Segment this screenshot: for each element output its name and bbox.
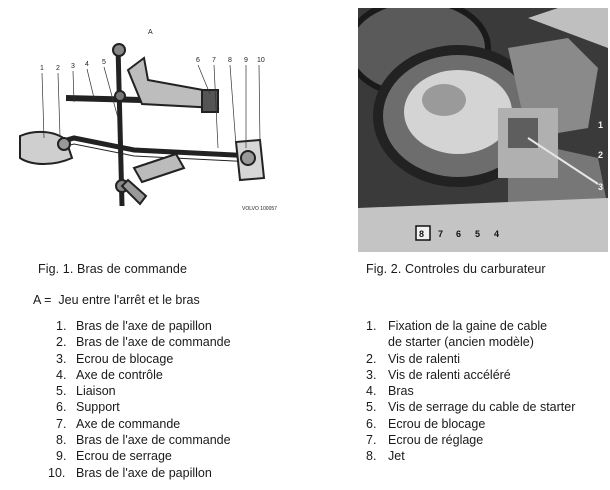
callout-2: 2 [56,65,60,72]
figure-1-parts-list [48,318,231,481]
figure-1-caption [38,262,187,276]
clearance-note-text: Jeu entre l'arrêt et le bras [58,293,200,307]
list-item [48,465,231,481]
item-number: 8. [366,449,377,464]
list-item [366,351,575,367]
list-item [366,367,575,383]
item-number: 6. [366,416,377,431]
item-label: Liaison [76,384,116,399]
clearance-note-key: A = [33,293,52,307]
item-label: Bras [388,384,414,399]
callout-A: A [148,29,153,36]
callout-5: 5 [102,59,106,66]
item-number: 3. [56,351,67,366]
item-label: Axe de commande [76,416,181,431]
callout-4: 4 [494,229,500,239]
callout-1: 1 [40,65,44,72]
carburettor-photo-shapes [358,8,608,252]
callout-5: 5 [475,229,481,239]
callout-7: 7 [212,57,216,64]
list-item [56,383,231,399]
item-label: Vis de ralenti accéléré [388,367,511,382]
list-item [56,448,231,464]
list-item [56,334,231,350]
list-item [56,367,231,383]
item-label: Support [76,400,120,415]
item-label: Ecrou de blocage [388,416,486,431]
item-label: Vis de serrage du cable de starter [388,400,576,415]
item-number: 8. [56,433,67,448]
figure-2-parts-list [366,318,575,465]
item-number: 3. [366,367,377,382]
volvo-stamp: VOLVO 100057 [242,206,277,212]
list-item [366,399,575,415]
clearance-note [33,293,200,307]
item-label: Bras de l'axe de commande [76,433,231,448]
item-number: 10. [48,465,66,480]
item-number: 1. [366,319,377,333]
item-number: 5. [56,384,67,399]
list-item [366,383,575,399]
callout-10: 10 [257,57,265,64]
callout-3: 3 [598,182,604,192]
callout-4: 4 [85,61,89,68]
list-item [366,448,575,464]
list-item [56,432,231,448]
list-item [366,416,575,432]
item-label: Fixation de la gaine de cable [388,319,548,333]
figure-2-carburettor-photo [358,8,608,252]
item-label: Bras de l'axe de papillon [76,465,212,480]
item-number: 4. [56,367,67,382]
callout-1: 1 [598,120,604,130]
item-number: 2. [56,335,67,350]
figure-1-caption-text: Bras de commande [77,262,188,276]
item-label: Vis de ralenti [388,351,461,366]
leader-lines [42,65,260,148]
item-label: Bras de l'axe de commande [76,335,231,350]
item-label: Bras de l'axe de papillon [76,319,212,333]
item-label: Ecrou de réglage [388,433,484,448]
list-item [56,351,231,367]
callout-6: 6 [196,57,200,64]
figure-1-callouts [40,29,277,212]
callout-2: 2 [598,150,604,160]
item-number: 7. [366,433,377,448]
item-label: Ecrou de serrage [76,449,172,464]
item-number: 6. [56,400,67,415]
item-number: 9. [56,449,67,464]
callout-8: 8 [228,57,232,64]
callout-7: 7 [438,229,444,239]
figure-2-caption [366,262,546,276]
callout-9: 9 [244,57,248,64]
item-label: Axe de contrôle [76,367,163,382]
list-item [56,318,231,334]
list-item [366,432,575,448]
list-item [56,416,231,432]
item-label: Jet [388,449,405,464]
list-item [56,399,231,415]
item-number: 2. [366,351,377,366]
callout-6: 6 [456,229,462,239]
list-item [366,318,575,351]
item-number: 5. [366,400,377,415]
callout-3: 3 [71,63,75,70]
item-number: 1. [56,319,67,333]
figure-1-linkage-illustration [14,18,282,228]
item-number: 4. [366,384,377,399]
item-number: 7. [56,416,67,431]
item-label: Ecrou de blocage [76,351,174,366]
figure-2-caption-text: Controles du carburateur [405,262,546,276]
callout-8: 8 [419,229,425,239]
figure-1-caption-prefix: Fig. 1. [38,262,74,276]
item-label-continued: de starter (ancien modèle) [388,335,534,350]
figure-2-caption-prefix: Fig. 2. [366,262,402,276]
